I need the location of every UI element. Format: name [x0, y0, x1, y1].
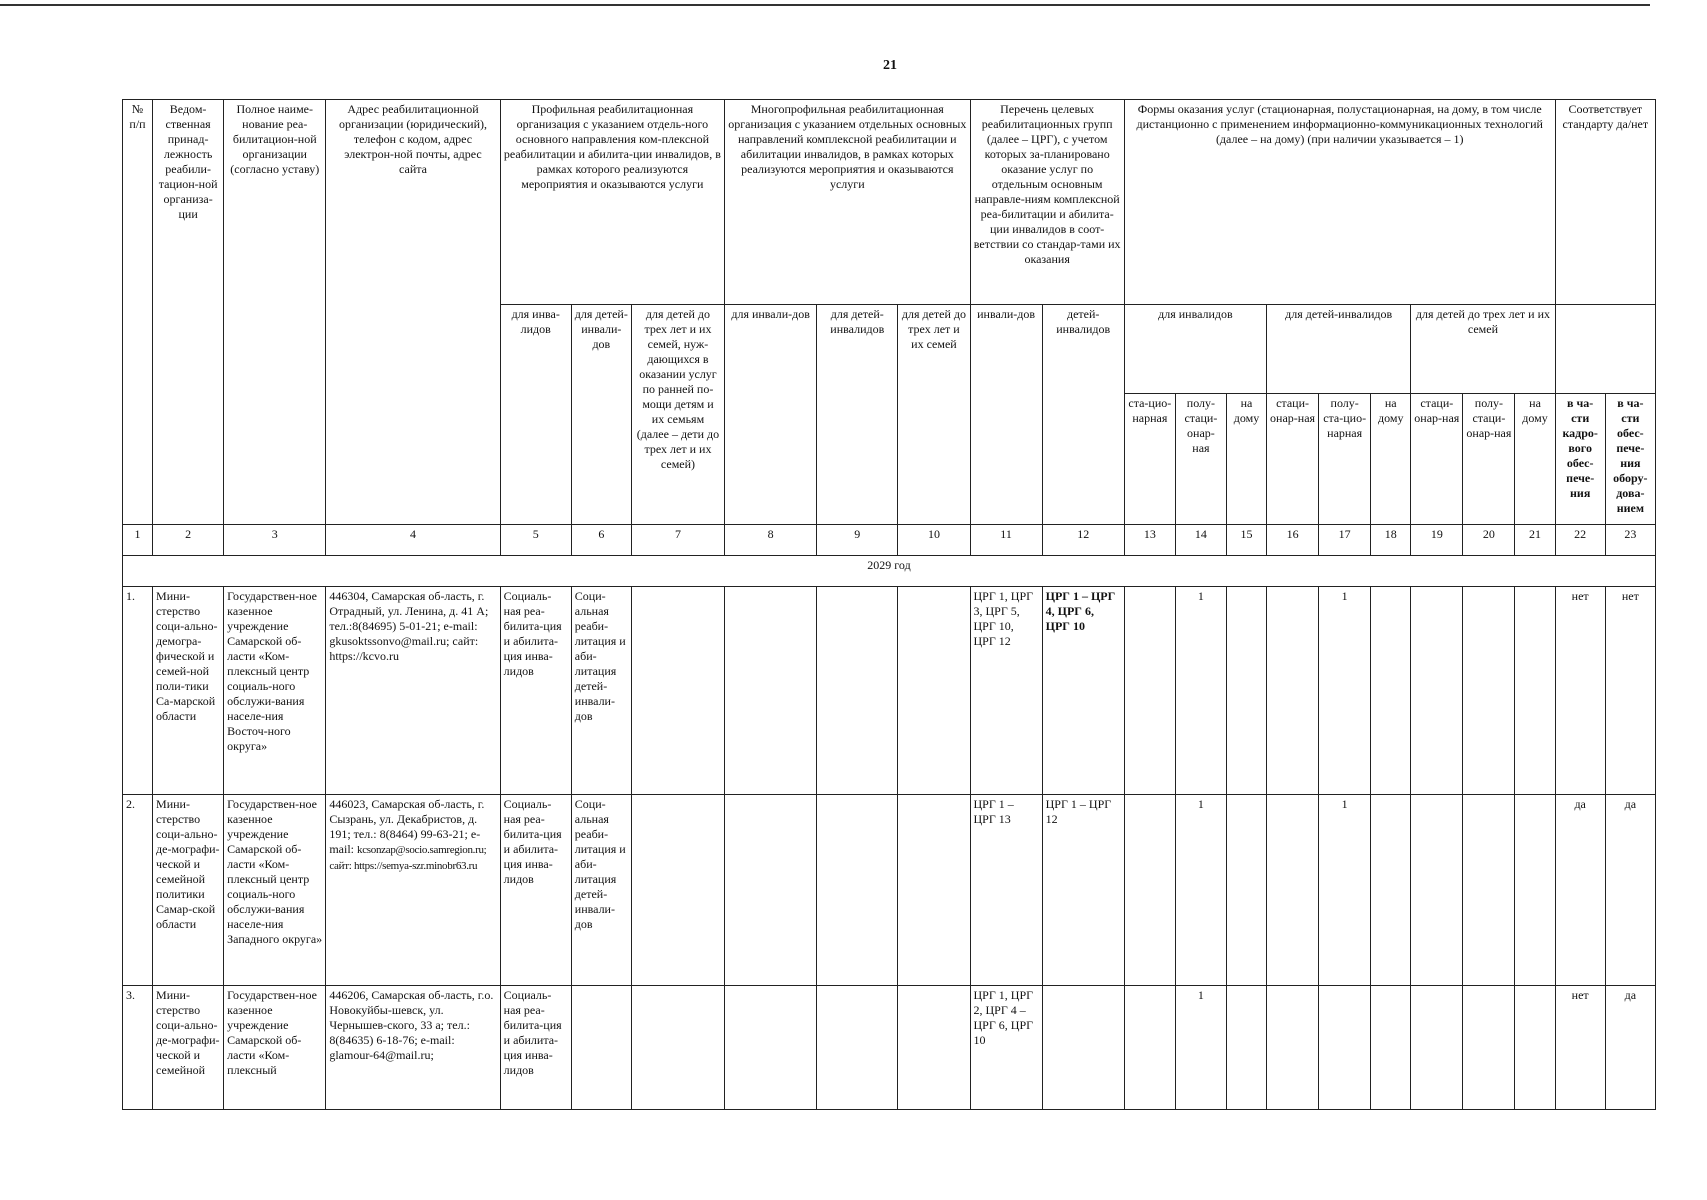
row-ministry: Мини-стерство соци-ально-демогра-фической и семей-ной поли-тики Са-марской области	[153, 587, 224, 795]
row-org-name: Государствен-ное казенное учреждение Самарской об-ласти «Ком-плексный	[224, 986, 326, 1110]
col-num: 14	[1175, 525, 1226, 556]
row-ministry: Мини-стерство соци-ально-де-мографи-ческой и семейной	[153, 986, 224, 1110]
header-service-forms: Формы оказания услуг (стационарная, полустационарная, на дому, в том числе дистанционно с применением информационно-коммуникационных технологий (далее – на дому) (при наличии указывается – 1)	[1124, 100, 1555, 305]
col-num: 10	[898, 525, 970, 556]
row-profile-children-3	[631, 986, 724, 1110]
table-row	[123, 795, 1656, 986]
row-address-email: kcsonzap@socio.samregion.ru;	[357, 844, 487, 856]
row-number: 2.	[123, 795, 153, 986]
header-sub-10: для детей до трех лет и их семей	[898, 305, 970, 525]
row-form-14: 1	[1175, 986, 1226, 1110]
row-form-19	[1411, 986, 1463, 1110]
row-standard-equipment: нет	[1605, 587, 1655, 795]
row-crg-invalids: ЦРГ 1 – ЦРГ 13	[970, 795, 1042, 986]
row-form-21	[1515, 986, 1555, 1110]
col-num: 13	[1124, 525, 1175, 556]
row-address-main: 446023, Самарская об-ласть, г. Сызрань, ул. Декабристов, д. 191; тел.: 8(8464) 99-63-21; e-mail:	[329, 797, 485, 856]
row-org-name: Государствен-ное казенное учреждение Самарской об-ласти «Ком-плексный центр социаль-ного обслужи-вания населе-ния Восточ-ного округа»	[224, 587, 326, 795]
header-multiprofile-org: Многопрофильная реабилитационная организация с указанием отдельных основных направлений комплексной реабилитации и абилитации инвалидов, в рамках которых реализуются мероприятия и оказываются услуги	[725, 100, 970, 305]
header-num: № п/п	[123, 100, 153, 525]
header-s13: ста-цио-нарная	[1124, 394, 1175, 525]
row-multi-children-3	[898, 986, 970, 1110]
col-num: 2	[153, 525, 224, 556]
row-form-13	[1124, 795, 1175, 986]
row-multi-child-invalids	[817, 986, 898, 1110]
row-crg-invalids: ЦРГ 1, ЦРГ 2, ЦРГ 4 – ЦРГ 6, ЦРГ 10	[970, 986, 1042, 1110]
col-num: 18	[1371, 525, 1411, 556]
col-num: 16	[1267, 525, 1319, 556]
table-row	[123, 587, 1656, 795]
header-s17: полу-ста-цио-нарная	[1319, 394, 1371, 525]
row-standard-equipment: да	[1605, 986, 1655, 1110]
table-row	[123, 986, 1656, 1110]
row-profile-invalids: Социаль-ная реа-билита-ция и абилита-ция инва-лидов	[500, 587, 571, 795]
row-multi-children-3	[898, 587, 970, 795]
row-form-17: 1	[1319, 795, 1371, 986]
col-num: 8	[725, 525, 817, 556]
header-s15: на дому	[1226, 394, 1266, 525]
row-ministry: Мини-стерство соци-ально-де-мографи-ческой и семейной политики Самар-ской области	[153, 795, 224, 986]
row-multi-invalids	[725, 795, 817, 986]
row-crg-invalids: ЦРГ 1, ЦРГ 3, ЦРГ 5, ЦРГ 10, ЦРГ 12	[970, 587, 1042, 795]
row-number: 3.	[123, 986, 153, 1110]
col-num: 21	[1515, 525, 1555, 556]
col-num: 7	[631, 525, 724, 556]
header-group-child-invalids: для детей-инвалидов	[1267, 305, 1411, 394]
header-sub-12: детей-инвалидов	[1042, 305, 1124, 525]
row-form-14: 1	[1175, 587, 1226, 795]
row-form-16	[1267, 986, 1319, 1110]
header-s20: полу-стаци-онар-ная	[1463, 394, 1515, 525]
col-num: 17	[1319, 525, 1371, 556]
row-profile-invalids: Социаль-ная реа-билита-ция и абилита-ция инва-лидов	[500, 795, 571, 986]
col-num: 22	[1555, 525, 1605, 556]
col-num: 23	[1605, 525, 1655, 556]
header-profile-org: Профильная реабилитационная организация с указанием отдель-ного основного направления ком-плексной реабилитации и абилита-ции инвалидов, в рамках которого реализуются мероприятия и оказываются услуги	[500, 100, 724, 305]
row-profile-children-3	[631, 795, 724, 986]
row-standard-staff: нет	[1555, 587, 1605, 795]
header-sub-5: для инва-лидов	[500, 305, 571, 525]
header-target-groups: Перечень целевых реабилитационных групп (далее – ЦРГ), с учетом которых за-планировано оказание услуг по отдельным основным направле-ниям комплексной реа-билитации и абилита-ции инвалидов в соот-ветствии со стандар-тами их оказания	[970, 100, 1124, 305]
row-crg-child-invalids: ЦРГ 1 – ЦРГ 12	[1042, 795, 1124, 986]
row-profile-children-3	[631, 587, 724, 795]
row-crg-child-invalids: ЦРГ 1 – ЦРГ 4, ЦРГ 6, ЦРГ 10	[1042, 587, 1124, 795]
col-num: 5	[500, 525, 571, 556]
header-full-name: Полное наиме-нование реа-билитацион-ной организации (согласно уставу)	[224, 100, 326, 525]
header-s16: стаци-онар-ная	[1267, 394, 1319, 525]
row-standard-equipment: да	[1605, 795, 1655, 986]
row-form-20	[1463, 795, 1515, 986]
row-form-14: 1	[1175, 795, 1226, 986]
header-s18: на дому	[1371, 394, 1411, 525]
row-crg-child-invalids	[1042, 986, 1124, 1110]
row-form-16	[1267, 587, 1319, 795]
row-org-name: Государствен-ное казенное учреждение Самарской об-ласти «Ком-плексный центр социаль-ного обслужи-вания населе-ния Западного округа»	[224, 795, 326, 986]
row-form-18	[1371, 795, 1411, 986]
header-s14: полу-стаци-онар-ная	[1175, 394, 1226, 525]
row-profile-invalids: Социаль-ная реа-билита-ция и абилита-ция инва-лидов	[500, 986, 571, 1110]
col-num: 19	[1411, 525, 1463, 556]
col-num: 3	[224, 525, 326, 556]
row-form-15	[1226, 587, 1266, 795]
row-form-21	[1515, 587, 1555, 795]
row-form-21	[1515, 795, 1555, 986]
col-num: 15	[1226, 525, 1266, 556]
row-form-15	[1226, 986, 1266, 1110]
row-form-18	[1371, 587, 1411, 795]
row-address	[326, 795, 500, 986]
row-form-13	[1124, 587, 1175, 795]
row-form-17	[1319, 986, 1371, 1110]
row-multi-children-3	[898, 795, 970, 986]
header-standard: Соответствует стандарту да/нет	[1555, 100, 1655, 305]
row-form-19	[1411, 795, 1463, 986]
col-num: 1	[123, 525, 153, 556]
row-number: 1.	[123, 587, 153, 795]
col-num: 20	[1463, 525, 1515, 556]
row-multi-child-invalids	[817, 587, 898, 795]
header-standard-blank	[1555, 305, 1655, 394]
rehab-organizations-table	[122, 99, 1656, 1110]
row-form-18	[1371, 986, 1411, 1110]
year-row	[123, 556, 1656, 587]
row-standard-staff: нет	[1555, 986, 1605, 1110]
row-address: 446304, Самарская об-ласть, г. Отрадный, ул. Ленина, д. 41 А; тел.:8(84695) 5-01-21; e-mail: gkusoktssonvo@mail.ru; сайт: https://kcvo.ru	[326, 587, 500, 795]
header-group-invalids: для инвалидов	[1124, 305, 1266, 394]
row-multi-invalids	[725, 587, 817, 795]
column-numbers-row	[123, 525, 1656, 556]
header-s19: стаци-онар-ная	[1411, 394, 1463, 525]
col-num: 9	[817, 525, 898, 556]
header-sub-11: инвали-дов	[970, 305, 1042, 525]
row-form-19	[1411, 587, 1463, 795]
row-form-15	[1226, 795, 1266, 986]
col-num: 6	[571, 525, 631, 556]
row-multi-child-invalids	[817, 795, 898, 986]
row-address: 446206, Самарская об-ласть, г.о. Новокуйбы-шевск, ул. Чернышев-ского, 33 а; тел.: 8(84635) 6-18-76; e-mail: glamour-64@mail.ru;	[326, 986, 500, 1110]
header-group-children-3: для детей до трех лет и их семей	[1411, 305, 1555, 394]
page-number: 21	[883, 58, 897, 73]
col-num: 12	[1042, 525, 1124, 556]
header-ministry: Ведом-ственная принад-лежность реабили-тацион-ной организа-ции	[153, 100, 224, 525]
header-s23: в ча-сти обес-пече-ния обору-дова-нием	[1605, 394, 1655, 525]
row-profile-child-invalids: Соци-альная реаби-литация и аби-литация детей-инвали-дов	[571, 795, 631, 986]
row-form-20	[1463, 986, 1515, 1110]
row-standard-staff: да	[1555, 795, 1605, 986]
row-address-site: сайт: https://semya-szr.minobr63.ru	[329, 860, 478, 872]
header-sub-6: для детей-инвали-дов	[571, 305, 631, 525]
row-multi-invalids	[725, 986, 817, 1110]
row-form-16	[1267, 795, 1319, 986]
header-s21: на дому	[1515, 394, 1555, 525]
header-sub-8: для инвали-дов	[725, 305, 817, 525]
col-num: 4	[326, 525, 500, 556]
row-form-13	[1124, 986, 1175, 1110]
header-s22: в ча-сти кадро-вого обес-пече-ния	[1555, 394, 1605, 525]
row-form-20	[1463, 587, 1515, 795]
header-address: Адрес реабилитационной организации (юридический), телефон с кодом, адрес электрон-ной почты, адрес сайта	[326, 100, 500, 525]
row-profile-child-invalids: Соци-альная реаби-литация и аби-литация детей-инвали-дов	[571, 587, 631, 795]
row-profile-child-invalids	[571, 986, 631, 1110]
header-sub-9: для детей-инвалидов	[817, 305, 898, 525]
top-rule	[0, 4, 1650, 6]
year-label: 2029 год	[123, 556, 1656, 587]
col-num: 11	[970, 525, 1042, 556]
header-sub-7: для детей до трех лет и их семей, нуж-дающихся в оказании услуг по ранней по-мощи детям и их семьям (далее – дети до трех лет и их семей)	[631, 305, 724, 525]
header-row-1	[123, 100, 1656, 305]
row-form-17: 1	[1319, 587, 1371, 795]
